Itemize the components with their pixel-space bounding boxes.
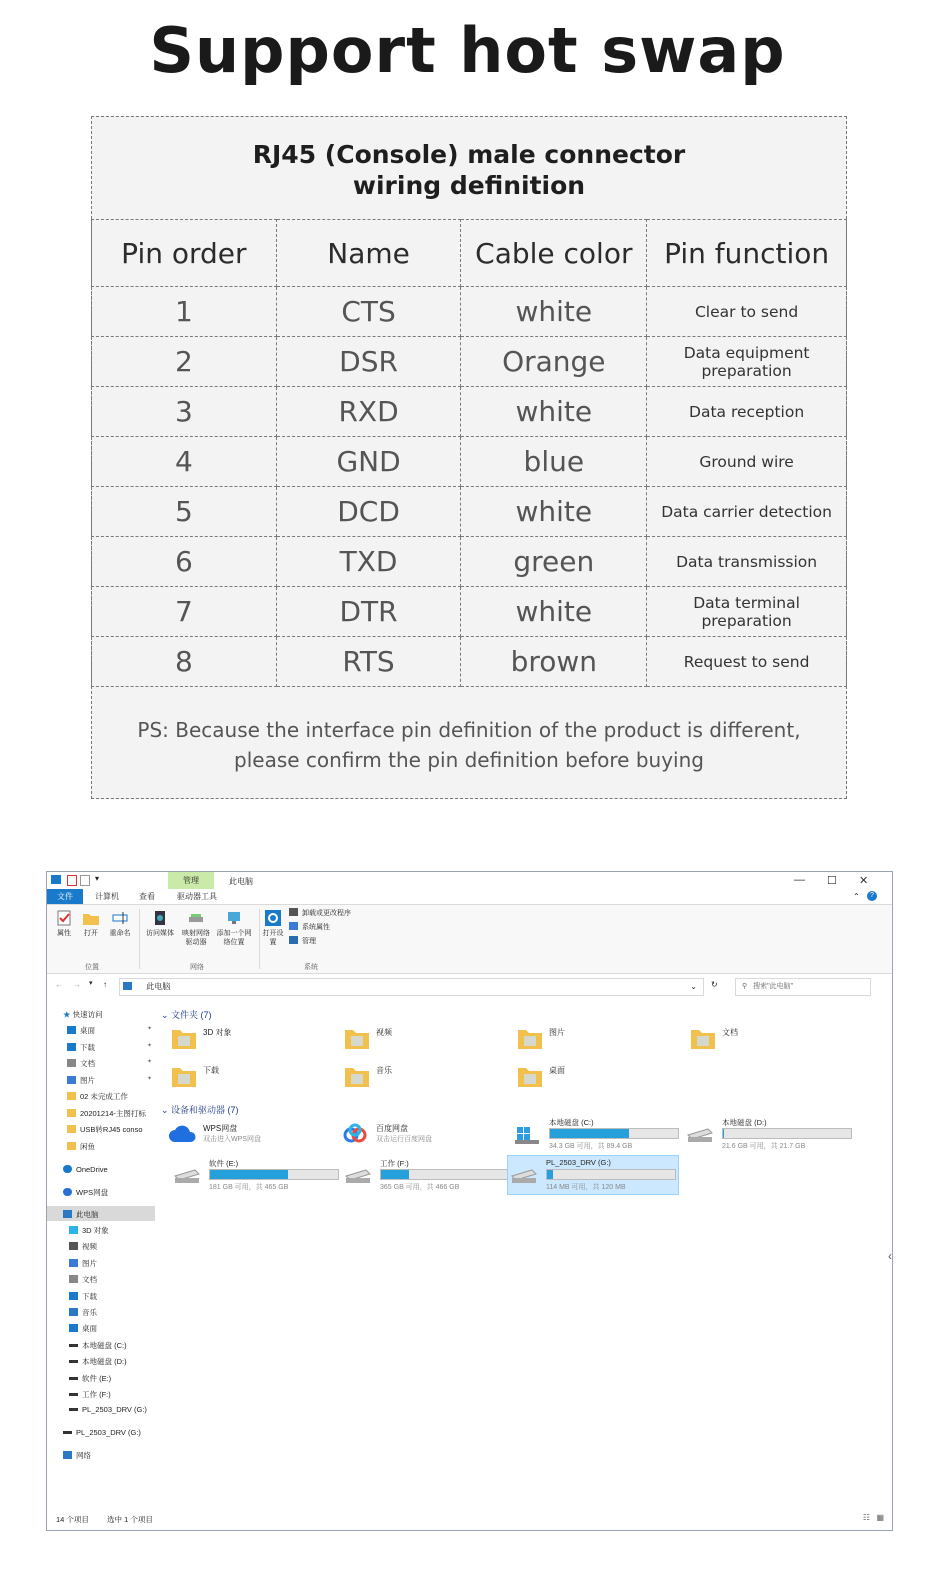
manage-icon xyxy=(289,936,298,944)
wps-cloud-icon xyxy=(63,1188,72,1196)
pin-name-cell: TXD xyxy=(276,537,461,587)
header-pin-function: Pin function xyxy=(647,220,847,287)
drive-item[interactable] xyxy=(684,1115,854,1153)
media-icon xyxy=(151,909,169,927)
drive-usage-bar xyxy=(549,1128,679,1139)
map-drive-button[interactable] xyxy=(179,909,213,947)
pin-order-cell: 1 xyxy=(92,287,277,337)
cable-color-cell: blue xyxy=(461,437,647,487)
nav-item-label: 下载 xyxy=(82,1291,97,1301)
baidu-disk-item[interactable] xyxy=(342,1121,512,1151)
nav-item-label: 闲鱼 xyxy=(80,1141,95,1151)
pin-order-cell: 8 xyxy=(92,637,277,687)
nav-this-pc[interactable] xyxy=(63,1209,99,1220)
folder-icon xyxy=(517,1063,543,1089)
drive-usage-bar xyxy=(546,1169,676,1180)
page-title: Support hot swap xyxy=(149,14,786,87)
close-icon[interactable]: ✕ xyxy=(859,875,869,887)
baidu-cloud-icon xyxy=(342,1123,368,1145)
details-view-icon[interactable]: ☷ xyxy=(862,1513,870,1522)
access-media-label: 访问媒体 xyxy=(146,930,174,937)
nav-item-label: 02 未完成工作 xyxy=(80,1092,128,1101)
open-button[interactable] xyxy=(81,909,101,938)
drive-usage-bar xyxy=(380,1169,510,1180)
tab-drive-tools[interactable]: 驱动器工具 xyxy=(177,892,217,901)
folder-label: 视频 xyxy=(376,1028,392,1037)
folder-icon xyxy=(67,1092,76,1100)
cable-color-cell: white xyxy=(461,487,647,537)
nav-quick-item[interactable] xyxy=(67,1075,153,1086)
folder-icon xyxy=(69,1292,78,1300)
wps-disk-sub: 双击进入WPS网盘 xyxy=(203,1136,261,1143)
properties-label: 属性 xyxy=(57,930,71,937)
wps-disk-name: WPS网盘 xyxy=(203,1124,238,1133)
cable-color-cell: white xyxy=(461,387,647,437)
drive-usage-fill xyxy=(547,1170,553,1179)
table-row xyxy=(92,437,847,487)
network-location-icon xyxy=(225,909,243,927)
table-row xyxy=(92,487,847,537)
uninstall-button[interactable] xyxy=(289,908,371,918)
pin-order-cell: 7 xyxy=(92,587,277,637)
drive-icon xyxy=(69,1344,78,1347)
folder-item[interactable] xyxy=(517,1025,667,1055)
table-row xyxy=(92,287,847,337)
maximize-icon[interactable]: ☐ xyxy=(827,875,837,887)
header-cable-color: Cable color xyxy=(461,220,647,287)
drive-item[interactable] xyxy=(342,1156,512,1194)
folder-label: 文档 xyxy=(722,1028,738,1037)
add-network-location-button[interactable] xyxy=(215,909,253,947)
uninstall-icon xyxy=(289,908,298,916)
drive-info: 114 MB 可用，共 120 MB xyxy=(546,1184,626,1191)
nav-item-label: 工作 (F:) xyxy=(82,1390,111,1399)
pin-table-panel xyxy=(91,116,847,799)
nav-quick-item[interactable] xyxy=(67,1124,143,1135)
cable-color-cell: white xyxy=(461,287,647,337)
star-icon: ★ xyxy=(63,1010,71,1019)
folder-icon xyxy=(344,1025,370,1051)
devices-section-header[interactable]: ⌄ 设备和驱动器 (7) xyxy=(161,1105,239,1115)
nav-item-label: USB转RJ45 conso xyxy=(80,1125,143,1134)
pin-table xyxy=(91,219,847,687)
ribbon-tabs xyxy=(47,889,892,904)
table-header-row xyxy=(92,220,847,287)
drive-usage-bar xyxy=(722,1128,852,1139)
nav-onedrive-label: OneDrive xyxy=(76,1165,108,1174)
nav-network-label: 网络 xyxy=(76,1451,91,1460)
system-properties-button[interactable] xyxy=(289,922,371,932)
drive-icon xyxy=(510,1166,538,1186)
folder-icon xyxy=(69,1324,78,1332)
pin-name-cell: RTS xyxy=(276,637,461,687)
drive-icon xyxy=(69,1360,78,1363)
nav-quick-item[interactable] xyxy=(67,1141,95,1152)
table-row xyxy=(92,337,847,387)
drive-usage-bar xyxy=(209,1169,339,1180)
folder-icon xyxy=(69,1308,78,1316)
pin-name-cell: CTS xyxy=(276,287,461,337)
ps-line-1: PS: Because the interface pin definition of the product is different, xyxy=(137,718,801,742)
drive-icon xyxy=(69,1377,78,1380)
open-settings-label: 打开设置 xyxy=(262,930,284,946)
folder-icon xyxy=(171,1063,197,1089)
folder-item[interactable] xyxy=(171,1025,321,1055)
folders-section-header[interactable]: ⌄ 文件夹 (7) xyxy=(161,1010,212,1020)
address-dropdown-icon[interactable]: ⌄ xyxy=(690,982,697,991)
open-settings-button[interactable] xyxy=(262,909,284,947)
back-icon[interactable]: ← xyxy=(55,980,63,989)
tab-view[interactable]: 查看 xyxy=(139,892,155,901)
pin-function-cell: Ground wire xyxy=(647,437,847,487)
nav-quick-item[interactable] xyxy=(67,1042,153,1053)
nav-item-label: 3D 对象 xyxy=(82,1226,109,1235)
pin-function-cell: Data transmission xyxy=(647,537,847,587)
nav-pc-item[interactable] xyxy=(69,1225,109,1236)
address-input[interactable] xyxy=(119,978,704,996)
this-pc-icon xyxy=(63,1210,72,1218)
folder-icon xyxy=(69,1242,78,1250)
collapse-ribbon-icon[interactable]: ⌃ xyxy=(853,892,860,901)
nav-quick-item[interactable] xyxy=(67,1025,153,1036)
cable-color-cell: Orange xyxy=(461,337,647,387)
drive-usage-fill xyxy=(550,1129,629,1138)
nav-quick-item[interactable] xyxy=(67,1108,146,1119)
folder-icon xyxy=(67,1125,76,1133)
folder-icon xyxy=(67,1076,76,1084)
rename-icon xyxy=(111,909,129,927)
folder-label: 桌面 xyxy=(549,1066,565,1075)
wps-disk-item[interactable] xyxy=(169,1121,339,1151)
group-system-label: 系统 xyxy=(304,964,318,971)
minimize-icon[interactable]: — xyxy=(794,874,805,886)
nav-item-label: 视频 xyxy=(82,1242,97,1252)
drive-info: 34.3 GB 可用，共 89.4 GB xyxy=(549,1143,633,1150)
nav-item-label: 图片 xyxy=(82,1258,97,1268)
nav-item-label: 本地磁盘 (D:) xyxy=(82,1357,127,1367)
folder-item[interactable] xyxy=(171,1063,321,1093)
chevron-left-icon[interactable]: ‹ xyxy=(888,1249,892,1263)
drive-name: 本地磁盘 (D:) xyxy=(722,1118,767,1127)
table-row xyxy=(92,387,847,437)
folder-icon xyxy=(67,1142,76,1150)
drive-name: 本地磁盘 (C:) xyxy=(549,1118,594,1127)
ribbon xyxy=(47,904,892,974)
status-selected: 选中 1 个项目 xyxy=(107,1515,153,1524)
customize-qat-icon[interactable]: ▾ xyxy=(95,874,100,883)
nav-this-pc-label: 此电脑 xyxy=(76,1210,99,1219)
baidu-disk-name: 百度网盘 xyxy=(376,1124,408,1133)
nav-usb-drive[interactable] xyxy=(63,1428,141,1437)
nav-pc-item[interactable] xyxy=(69,1373,111,1384)
folder-label: 下载 xyxy=(203,1066,219,1075)
drive-name: 软件 (E:) xyxy=(209,1159,239,1168)
drive-icon xyxy=(173,1166,201,1186)
folder-icon xyxy=(67,1026,76,1034)
drive-item[interactable] xyxy=(508,1156,678,1194)
ribbon-separator xyxy=(139,909,140,969)
nav-quick-access-label: 快速访问 xyxy=(72,1010,103,1019)
nav-item-label: 桌面 xyxy=(82,1324,97,1334)
ps-line-2: please confirm the pin definition before buying xyxy=(234,748,704,772)
nav-pc-item[interactable] xyxy=(69,1274,97,1285)
caption-line-1: RJ45 (Console) male connector xyxy=(252,140,686,169)
drive-item[interactable] xyxy=(511,1115,681,1153)
folder-icon xyxy=(67,1109,76,1117)
pin-function-cell: Data equipment preparation xyxy=(647,337,847,387)
system-properties-label: 系统属性 xyxy=(302,924,330,931)
pin-name-cell: RXD xyxy=(276,387,461,437)
drive-info: 21.6 GB 可用，共 21.7 GB xyxy=(722,1143,806,1150)
ps-note xyxy=(92,715,846,775)
system-properties-icon xyxy=(289,922,298,930)
search-placeholder: 搜索"此电脑" xyxy=(753,983,794,990)
manage-button[interactable] xyxy=(289,936,371,946)
pin-function-cell: Data carrier detection xyxy=(647,487,847,537)
drive-item[interactable] xyxy=(171,1156,341,1194)
nav-item-label: 文档 xyxy=(82,1275,97,1285)
tab-computer[interactable]: 计算机 xyxy=(95,892,119,901)
pin-order-cell: 5 xyxy=(92,487,277,537)
pin-name-cell: DTR xyxy=(276,587,461,637)
nav-item-label: 本地磁盘 (C:) xyxy=(82,1340,127,1350)
wps-cloud-icon xyxy=(169,1124,197,1144)
nav-item-label: 下载 xyxy=(80,1042,95,1052)
drive-icon xyxy=(344,1166,372,1186)
content-pane xyxy=(159,999,893,1504)
pin-icon[interactable]: ✦ xyxy=(147,1059,153,1065)
drive-usage-fill xyxy=(723,1129,724,1138)
table-caption xyxy=(92,139,846,201)
usb-drive-icon xyxy=(63,1431,72,1434)
map-drive-icon xyxy=(187,909,205,927)
system-commands xyxy=(289,908,371,946)
table-row xyxy=(92,637,847,687)
file-explorer-window xyxy=(46,871,893,1531)
nav-item-label: 软件 (E:) xyxy=(82,1373,112,1383)
folder-icon xyxy=(517,1025,543,1051)
nav-pc-item[interactable] xyxy=(69,1323,97,1334)
drive-icon xyxy=(686,1125,714,1145)
pin-name-cell: DSR xyxy=(276,337,461,387)
pin-icon[interactable]: ✦ xyxy=(147,1042,153,1049)
window-title: 此电脑 xyxy=(229,877,253,886)
header-name: Name xyxy=(276,220,461,287)
nav-usb-label: PL_2503_DRV (G:) xyxy=(76,1428,141,1437)
recent-locations-icon[interactable]: ▾ xyxy=(89,980,93,987)
folder-open-icon xyxy=(82,909,100,927)
nav-wps[interactable] xyxy=(63,1187,108,1198)
drive-usage-fill xyxy=(210,1170,288,1179)
nav-item-label: 图片 xyxy=(80,1075,95,1085)
drive-info: 181 GB 可用，共 465 GB xyxy=(209,1184,289,1191)
pin-icon[interactable]: ✦ xyxy=(147,1026,153,1032)
drive-info: 365 GB 可用，共 466 GB xyxy=(380,1184,460,1191)
rename-button[interactable] xyxy=(107,909,133,938)
pin-icon[interactable]: ✦ xyxy=(147,1075,153,1082)
cable-color-cell: green xyxy=(461,537,647,587)
pin-name-cell: DCD xyxy=(276,487,461,537)
nav-quick-item[interactable] xyxy=(67,1091,128,1102)
navigation-pane xyxy=(47,999,157,1504)
folder-label: 音乐 xyxy=(376,1066,392,1075)
tab-file[interactable]: 文件 xyxy=(47,889,83,904)
drive-icon xyxy=(69,1408,78,1411)
forward-icon[interactable]: → xyxy=(73,980,81,989)
folders-header-label: 文件夹 (7) xyxy=(171,1010,212,1020)
folder-item[interactable] xyxy=(517,1063,667,1093)
status-bar xyxy=(47,1508,892,1530)
folder-icon xyxy=(67,1043,76,1051)
nav-pc-item[interactable] xyxy=(69,1356,127,1367)
nav-pc-item[interactable] xyxy=(69,1389,111,1400)
app-icon xyxy=(51,875,61,884)
uninstall-label: 卸载或更改程序 xyxy=(302,910,351,917)
nav-pc-item[interactable] xyxy=(69,1291,97,1302)
nav-quick-item[interactable] xyxy=(67,1058,153,1069)
pin-name-cell: GND xyxy=(276,437,461,487)
new-folder-quick-icon[interactable] xyxy=(80,875,90,886)
folder-label: 图片 xyxy=(549,1028,565,1037)
pin-function-cell: Request to send xyxy=(647,637,847,687)
devices-header-label: 设备和驱动器 (7) xyxy=(171,1105,239,1115)
windows-drive-icon xyxy=(513,1125,541,1145)
nav-pc-item[interactable] xyxy=(69,1241,97,1252)
folder-item[interactable] xyxy=(344,1063,494,1093)
gear-icon xyxy=(264,909,282,927)
nav-item-label: PL_2503_DRV (G:) xyxy=(82,1405,147,1415)
nav-item-label: 文档 xyxy=(80,1059,95,1068)
network-icon xyxy=(63,1451,72,1459)
pin-function-cell: Data terminal preparation xyxy=(647,587,847,637)
folder-icon xyxy=(171,1025,197,1051)
table-row xyxy=(92,587,847,637)
drive-name: PL_2503_DRV (G:) xyxy=(546,1158,611,1167)
pin-order-cell: 6 xyxy=(92,537,277,587)
folder-item[interactable] xyxy=(344,1025,494,1055)
add-location-label: 添加一个网络位置 xyxy=(216,930,252,946)
properties-button[interactable] xyxy=(53,909,75,938)
address-bar-row xyxy=(47,973,892,999)
pin-order-cell: 2 xyxy=(92,337,277,387)
cable-color-cell: brown xyxy=(461,637,647,687)
nav-quick-access[interactable] xyxy=(63,1009,103,1020)
table-row xyxy=(92,537,847,587)
title-bar xyxy=(47,872,892,889)
folder-icon xyxy=(690,1025,716,1051)
folder-icon xyxy=(69,1226,78,1234)
search-input[interactable] xyxy=(735,978,871,996)
caption-line-2: wiring definition xyxy=(352,171,586,200)
drive-usage-fill xyxy=(381,1170,409,1179)
nav-network[interactable] xyxy=(63,1450,91,1461)
nav-pc-item[interactable] xyxy=(69,1340,127,1351)
folder-item[interactable] xyxy=(690,1025,840,1055)
refresh-icon[interactable]: ↻ xyxy=(711,980,718,989)
nav-pc-item[interactable] xyxy=(69,1258,97,1269)
nav-pc-item[interactable] xyxy=(69,1405,147,1414)
context-tab-manage[interactable]: 管理 xyxy=(168,872,214,889)
header-pin-order: Pin order xyxy=(92,220,277,287)
group-network-label: 网络 xyxy=(190,964,204,971)
ribbon-separator xyxy=(259,909,260,969)
nav-pc-item[interactable] xyxy=(69,1307,97,1318)
search-icon: ⚲ xyxy=(742,983,748,990)
properties-icon xyxy=(55,909,73,927)
baidu-disk-sub: 双击运行百度网盘 xyxy=(376,1136,432,1143)
drive-name: 工作 (F:) xyxy=(380,1159,409,1168)
group-location-label: 位置 xyxy=(85,964,99,971)
pin-function-cell: Data reception xyxy=(647,387,847,437)
folder-icon xyxy=(69,1259,78,1267)
nav-item-label: 20201214-主图打标 xyxy=(80,1108,146,1118)
cloud-icon xyxy=(63,1165,72,1173)
access-media-button[interactable] xyxy=(143,909,177,938)
folder-icon xyxy=(67,1059,76,1067)
drive-icon xyxy=(69,1393,78,1396)
open-label: 打开 xyxy=(84,930,98,937)
nav-item-label: 桌面 xyxy=(80,1026,95,1035)
nav-wps-label: WPS网盘 xyxy=(76,1188,109,1197)
help-icon[interactable]: ? xyxy=(867,891,877,901)
tiles-view-icon[interactable]: ▦ xyxy=(876,1513,884,1522)
this-pc-icon xyxy=(123,982,132,990)
properties-quick-icon[interactable] xyxy=(67,875,77,886)
folder-icon xyxy=(69,1275,78,1283)
pin-function-cell: Clear to send xyxy=(647,287,847,337)
rename-label: 重命名 xyxy=(109,930,131,937)
nav-item-label: 音乐 xyxy=(82,1308,97,1317)
nav-onedrive[interactable] xyxy=(63,1165,108,1174)
cable-color-cell: white xyxy=(461,587,647,637)
map-drive-label: 映射网络驱动器 xyxy=(182,930,210,946)
pin-order-cell: 4 xyxy=(92,437,277,487)
pin-order-cell: 3 xyxy=(92,387,277,437)
folder-label: 3D 对象 xyxy=(203,1028,232,1037)
manage-label: 管理 xyxy=(302,938,316,945)
folder-icon xyxy=(344,1063,370,1089)
up-icon[interactable]: ↑ xyxy=(103,980,107,989)
status-item-count: 14 个项目 xyxy=(56,1515,89,1524)
breadcrumb[interactable]: 此电脑 xyxy=(146,982,171,991)
